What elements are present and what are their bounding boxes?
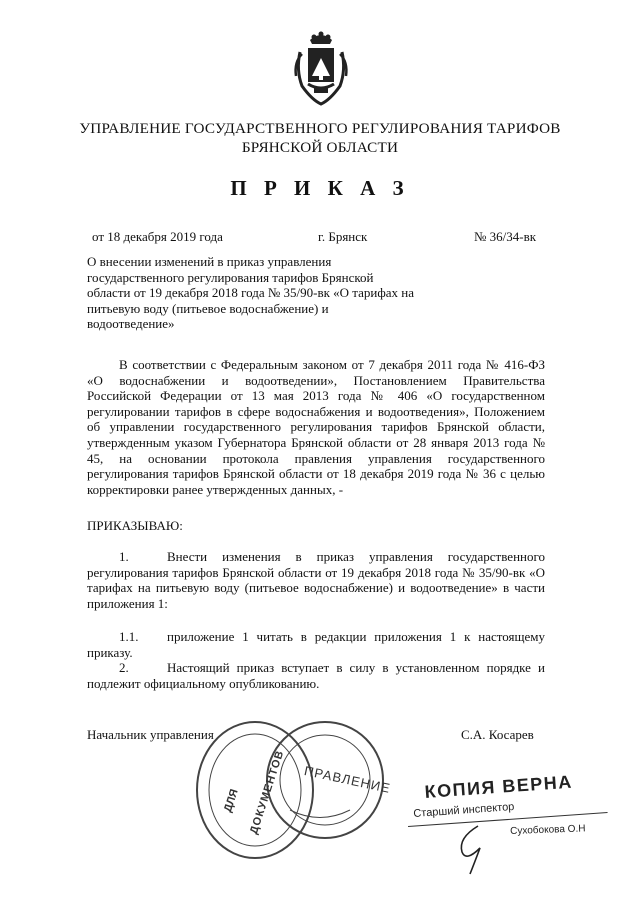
order-item-1 (87, 549, 545, 611)
order-item-text: приложение 1 читать в редакции приложения 1 к настоящему приказу. (87, 629, 545, 660)
signatory-position: Начальник управления (87, 727, 214, 742)
doc-stamp-line1: ДЛЯ (222, 787, 241, 814)
coat-of-arms-icon (292, 30, 350, 106)
copy-certified-stamp: КОПИЯ ВЕРНА (424, 771, 574, 802)
order-item-number: 1.1. (119, 629, 139, 644)
order-subject: О внесении изменений в приказ управления государственного регулирования тарифов Брянской области от 19 декабря 2018 года № 35/90-вк «О тарифах на питьевую воду (питьевое водоснабжение) и водоотведение» (87, 254, 415, 332)
order-item-2 (87, 660, 545, 691)
doc-stamp-line2: ДОКУМЕНТОВ (248, 748, 287, 836)
order-city: г. Брянск (318, 229, 368, 244)
copy-certifier-name: Сухобокова О.Н (510, 823, 586, 837)
organization-name-line1: УПРАВЛЕНИЕ ГОСУДАРСТВЕННОГО РЕГУЛИРОВАНИЯ ТАРИФОВ (79, 120, 561, 137)
round-stamp-label: ПРАВЛЕНИЕ (302, 763, 393, 796)
order-item-1-1 (87, 629, 545, 660)
document-title: П Р И К А З (230, 176, 410, 200)
order-item-number: 2. (119, 660, 129, 675)
signatory-name: С.А. Косарев (461, 727, 534, 742)
order-item-text: Внести изменения в приказ управления государственного регулирования тарифов Брянской области от 19 декабря 2018 года № 35/90-вк «О тарифах на питьевую воду (питьевое водоснабжение) и водоотведение» в части приложения 1: (87, 549, 545, 611)
preamble-paragraph: В соответствии с Федеральным законом от 7 декабря 2011 года № 416-ФЗ «О водоснабжении и водоотведении», Постановлением Правительства Российской Федерации от 13 мая 2013 года № 406 «О государственном регулировании тарифов в сфере водоснабжения и водоотведения», Положением об управлении государственного регулирования тарифов Брянской области, утвержденным указом Губернатора Брянской области от 28 января 2013 года № 45, на основании протокола правления управления государственного регулирования тарифов Брянской области от 18 декабря 2019 года № 36 с целью корректировки ранее утвержденных данных, - (87, 357, 545, 497)
handwritten-signature-icon (448, 818, 508, 878)
order-number: № 36/34-вк (474, 229, 537, 244)
copy-certifier-role: Старший инспектор (413, 800, 515, 820)
order-item-text: Настоящий приказ вступает в силу в установленном порядке и подлежит официальному опубликованию. (87, 660, 545, 691)
order-date: от 18 декабря 2019 года (92, 229, 223, 244)
order-word: ПРИКАЗЫВАЮ: (87, 518, 183, 533)
order-item-number: 1. (119, 549, 129, 564)
organization-name-line2: БРЯНСКОЙ ОБЛАСТИ (241, 139, 399, 156)
